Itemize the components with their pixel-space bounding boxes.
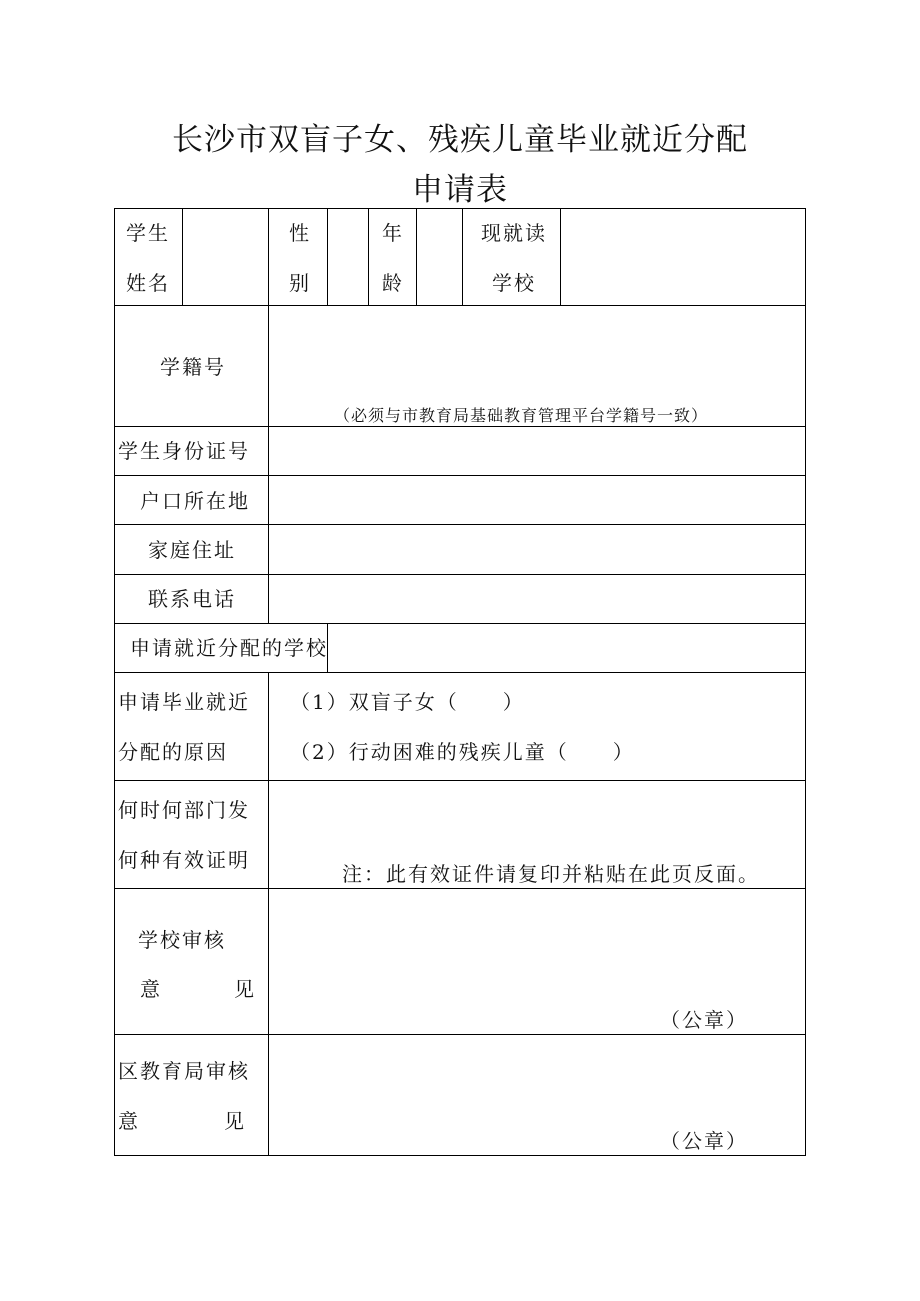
column-divider [268, 672, 269, 1155]
student-name-label-line2: 姓名 [126, 271, 170, 295]
district-review-label-jian: 见 [224, 1109, 246, 1133]
proof-label-line1: 何时何部门发 [118, 798, 250, 822]
table-border-top [114, 208, 806, 209]
table-border-bottom [114, 1155, 806, 1156]
table-border-right [805, 208, 806, 1156]
document-title-line1: 长沙市双盲子女、残疾儿童毕业就近分配 [172, 122, 748, 158]
district-review-label-yi: 意 [118, 1109, 140, 1133]
school-review-label-line1: 学校审核 [138, 928, 226, 952]
address-label: 家庭住址 [148, 538, 236, 562]
id-number-label: 学生身份证号 [118, 439, 250, 463]
school-review-label-jian: 见 [234, 977, 256, 1001]
column-divider [462, 208, 463, 305]
proof-note: 注：此有效证件请复印并粘贴在此页反面。 [342, 862, 760, 886]
school-review-label-yi: 意 [140, 977, 162, 1001]
student-no-label: 学籍号 [160, 355, 226, 379]
column-divider [560, 208, 561, 305]
reason-option-2: （2）行动困难的残疾儿童（ ） [290, 740, 635, 764]
row-divider [114, 524, 806, 525]
row-divider [114, 305, 806, 306]
reason-label-line2: 分配的原因 [118, 740, 228, 764]
gender-label-line2: 别 [289, 271, 311, 295]
row-divider [114, 475, 806, 476]
row-divider [114, 623, 806, 624]
age-label-line1: 年 [382, 221, 404, 245]
age-label-line2: 龄 [382, 271, 404, 295]
row-divider [114, 574, 806, 575]
current-school-label-line2: 学校 [492, 271, 536, 295]
row-divider [114, 672, 806, 673]
hukou-label: 户口所在地 [140, 489, 250, 513]
document-title-line2: 申请表 [412, 172, 508, 208]
table-border-left [114, 208, 115, 1156]
district-review-label-line1: 区教育局审核 [118, 1059, 250, 1083]
column-divider [368, 208, 369, 305]
apply-school-label: 申请就近分配的学校 [130, 636, 328, 660]
reason-label-line1: 申请毕业就近 [118, 690, 250, 714]
column-divider [327, 208, 328, 305]
gender-label-line1: 性 [289, 221, 311, 245]
district-seal: （公章） [660, 1129, 748, 1153]
row-divider [114, 780, 806, 781]
student-name-label-line1: 学生 [126, 221, 170, 245]
reason-option-1: （1）双盲子女（ ） [290, 690, 525, 714]
column-divider [268, 208, 269, 623]
column-divider [182, 208, 183, 305]
student-no-note: （必须与市教育局基础教育管理平台学籍号一致） [334, 406, 709, 425]
proof-label-line2: 何种有效证明 [118, 848, 250, 872]
current-school-label-line1: 现就读 [481, 221, 547, 245]
row-divider [114, 1034, 806, 1035]
column-divider [416, 208, 417, 305]
row-divider [114, 888, 806, 889]
school-seal: （公章） [660, 1008, 748, 1032]
phone-label: 联系电话 [148, 587, 236, 611]
